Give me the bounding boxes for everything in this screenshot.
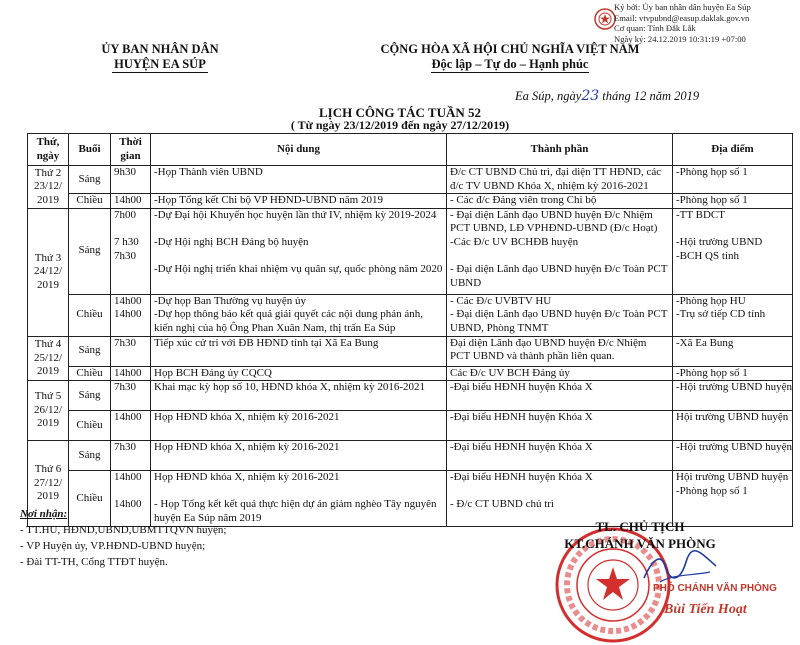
- issuing-agency: [60, 42, 260, 73]
- time-line: 7h30: [114, 249, 136, 262]
- participants-cell: [447, 411, 673, 441]
- place-cell: [673, 381, 793, 411]
- participants-cell: [447, 194, 673, 209]
- place-line: -Hội trường UBND huyện: [676, 441, 792, 454]
- time-cell: [111, 194, 151, 209]
- digital-signature-info: [614, 2, 751, 44]
- national-motto: [320, 42, 700, 73]
- place-line: -Hội trường UBND: [676, 235, 763, 248]
- content-line: Họp HĐND khóa X, nhiệm kỳ 2016-2021: [154, 441, 340, 454]
- session-cell: Sáng: [69, 336, 111, 366]
- content-line: [154, 222, 443, 236]
- content-line: Họp BCH Đảng ủy CQCQ: [154, 366, 272, 379]
- place-line: -Phòng họp số 1: [676, 366, 748, 379]
- place-line: Hội trường UBND huyện: [676, 411, 789, 424]
- recipient-line: - Đài TT-TH, Cổng TTĐT huyện.: [20, 556, 168, 568]
- participants-line: [450, 250, 669, 264]
- place-cell: [673, 336, 793, 366]
- signer-line-2: KT.CHÁNH VĂN PHÒNG: [564, 536, 716, 551]
- participants-line: [450, 485, 669, 499]
- col-header-content: Nội dung: [151, 134, 447, 166]
- time-cell: [111, 411, 151, 441]
- session-cell: Sáng: [69, 441, 111, 471]
- time-line: 7h30: [114, 441, 136, 454]
- content-line: -Dự Hội nghị BCH Đảng bộ huyện: [154, 235, 309, 248]
- recipient-line: - VP Huyện ủy, VP.HĐND-UBND huyện;: [20, 540, 206, 552]
- participants-cell: [447, 336, 673, 366]
- col-header-place: Địa điểm: [673, 134, 793, 166]
- content-cell: [151, 294, 447, 336]
- agency-line-1: ỦY BAN NHÂN DÂN: [101, 42, 219, 56]
- session-cell: Chiều: [69, 194, 111, 209]
- time-line: 14h00: [114, 308, 142, 321]
- content-cell: [151, 441, 447, 471]
- place-line: -Phòng họp số 1: [676, 194, 748, 207]
- place-cell: [673, 166, 793, 194]
- table-row: [28, 294, 793, 336]
- time-cell: [111, 381, 151, 411]
- content-line: -Dự Hội nghị triển khai nhiệm vụ quân sự, quốc phòng năm 2020: [154, 263, 443, 276]
- table-row: [28, 366, 793, 381]
- time-cell: [111, 336, 151, 366]
- content-cell: [151, 366, 447, 381]
- content-line: - Họp Tổng kết kết quả thực hiện dự án giảm nghèo Tây nguyên huyện Ea Súp năm 2019: [154, 498, 437, 524]
- nation-line-1: CỘNG HÒA XÃ HỘI CHỦ NGHĨA VIỆT NAM: [380, 42, 640, 56]
- participants-cell: [447, 366, 673, 381]
- session-cell: Chiều: [69, 294, 111, 336]
- content-cell: [151, 336, 447, 366]
- day-cell: Thứ 5 26/12/ 2019: [28, 381, 69, 441]
- table-row: [28, 194, 793, 209]
- participants-line: - Đ/c CT UBND chủ trì: [450, 498, 554, 511]
- place-line: -Phòng họp số 1: [676, 484, 748, 497]
- signer-line-1: TL. CHỦ TỊCH: [595, 519, 685, 534]
- participants-cell: [447, 294, 673, 336]
- participants-line: - Các Đ/c UVBTV HU: [450, 294, 552, 307]
- participants-line: -Các Đ/c UV BCHĐB huyện: [450, 235, 579, 248]
- participants-line: Đại diện Lãnh đạo UBND huyện Đ/c Nhiệm PCT UBND và thành phần liên quan.: [450, 336, 647, 363]
- place-line: -Hội trường UBND huyện: [676, 381, 792, 394]
- signed-by: Ký bởi: Ủy ban nhân dân huyện Ea Súp: [614, 2, 751, 12]
- table-row: [28, 441, 793, 471]
- place-cell: [673, 208, 793, 294]
- time-line: 7h00: [114, 208, 136, 221]
- content-line: -Dự Đại hội Khuyến học huyện lần thứ IV, nhiệm kỳ 2019-2024: [154, 208, 437, 221]
- session-cell: Sáng: [69, 166, 111, 194]
- content-cell: [151, 381, 447, 411]
- place-cell: [673, 366, 793, 381]
- digital-seal-icon: [594, 8, 616, 30]
- place-line: -BCH QS tỉnh: [676, 249, 739, 262]
- participants-line: Đ/c CT UBND Chủ trì, đại diện TT HĐND, các đ/c TV UBND Khóa X, nhiệm kỳ 2016-2021: [450, 166, 662, 192]
- participants-line: -Đại biểu HĐNH huyện Khóa X: [450, 471, 593, 484]
- time-cell: [111, 208, 151, 294]
- place-line: [676, 222, 789, 236]
- participants-line: - Đại diện Lãnh đạo UBND huyện Đ/c Nhiệm PCT UBND, LĐ VPHĐND-UBND (Đ/c Hoạt): [450, 208, 658, 235]
- content-line: Khai mạc kỳ họp số 10, HĐND khóa X, nhiệm kỳ 2016-2021: [154, 381, 425, 394]
- handwritten-signature: [640, 548, 720, 588]
- col-header-day: Thứ, ngày: [28, 134, 69, 166]
- date-line: [515, 88, 699, 104]
- place-line: -Trụ sở tiếp CD tỉnh: [676, 308, 766, 321]
- col-header-time: Thời gian: [111, 134, 151, 166]
- signer-block: [545, 518, 735, 552]
- time-line: 14h00: [114, 294, 142, 307]
- time-line: 7 h30: [114, 235, 139, 248]
- signed-at: Ngày ký: 24.12.2019 10:31:19 +07:00: [614, 33, 746, 44]
- place-cell: [673, 411, 793, 441]
- time-line: 7h30: [114, 381, 136, 394]
- time-line: 14h00: [114, 366, 142, 379]
- time-line: [114, 485, 147, 499]
- time-cell: [111, 441, 151, 471]
- recipients-title: Nơi nhận:: [20, 508, 68, 520]
- time-line: 9h30: [114, 166, 136, 178]
- participants-line: -Đại biểu HĐNH huyện Khóa X: [450, 441, 593, 454]
- time-line: 14h00: [114, 411, 142, 424]
- table-row: [28, 336, 793, 366]
- day-cell: Thứ 3 24/12/ 2019: [28, 208, 69, 336]
- day-cell: Thứ 2 23/12/ 2019: [28, 166, 69, 209]
- place-line: -Phòng họp HU: [676, 294, 746, 307]
- content-line: -Dự họp Ban Thường vụ huyện ủy: [154, 294, 306, 307]
- participants-line: - Các đ/c Đảng viên trong Chi bộ: [450, 194, 597, 207]
- signer-email: Email: vtvpubnd@easup.daklak.gov.vn: [614, 12, 750, 23]
- document-subtitle: ( Từ ngày 23/12/2019 đến ngày 27/12/2019): [290, 118, 510, 132]
- participants-line: Các Đ/c UV BCH Đảng ủy: [450, 366, 570, 379]
- signer-name: Bùi Tiến Hoạt: [664, 602, 747, 617]
- time-line: 7h30: [114, 336, 136, 349]
- participants-cell: [447, 166, 673, 194]
- recipients: [20, 507, 226, 569]
- session-cell: Chiều: [69, 411, 111, 441]
- time-cell: [111, 294, 151, 336]
- participants-line: - Đại diện Lãnh đạo UBND huyện Đ/c Toàn PCT UBND: [450, 263, 668, 289]
- day-cell: Thứ 6 27/12/ 2019: [28, 441, 69, 526]
- table-row: [28, 166, 793, 194]
- content-line: [154, 485, 443, 499]
- table-row: [28, 208, 793, 294]
- place-line: Hội trường UBND huyện: [676, 471, 789, 484]
- recipient-line: - TT.HU, HĐND,UBND,UBMTTQVN huyện;: [20, 524, 227, 536]
- content-cell: [151, 411, 447, 441]
- session-cell: Sáng: [69, 381, 111, 411]
- agency-line-2: HUYỆN EA SÚP: [114, 57, 206, 71]
- dateline-day: 23: [581, 88, 600, 104]
- content-cell: [151, 166, 447, 194]
- participants-cell: [447, 441, 673, 471]
- place-cell: [673, 194, 793, 209]
- place-line: -TT BDCT: [676, 208, 725, 221]
- participants-line: - Đại diện Lãnh đạo UBND huyện Đ/c Toàn PCT UBND, Phòng TNMT: [450, 308, 668, 334]
- table-row: [28, 411, 793, 441]
- table-header-row: [28, 134, 793, 166]
- col-header-session: Buổi: [69, 134, 111, 166]
- dateline-post: tháng 12 năm 2019: [599, 89, 700, 103]
- table-row: [28, 381, 793, 411]
- time-line: 14h00: [114, 471, 142, 484]
- content-line: Họp HĐND khóa X, nhiệm kỳ 2016-2021: [154, 471, 340, 484]
- signer-agency: Cơ quan: Tỉnh Đắk Lắk: [614, 23, 696, 34]
- content-line: -Họp Thành viên UBND: [154, 166, 263, 178]
- content-line: [154, 250, 443, 264]
- time-line: 14h00: [114, 194, 142, 207]
- day-cell: Thứ 4 25/12/ 2019: [28, 336, 69, 381]
- time-line: 14h00: [114, 498, 142, 511]
- place-line: -Xã Ea Bung: [676, 336, 734, 349]
- session-cell: Chiều: [69, 471, 111, 526]
- signer-title: PHÓ CHÁNH VĂN PHÒNG: [653, 583, 777, 594]
- schedule-table: [27, 133, 793, 527]
- content-line: -Dự họp thông báo kết quả giải quyết các nội dung phản ánh, kiến nghị của hộ Ông Phan Xuân Nam, thị trấn Ea Súp: [154, 308, 423, 334]
- place-cell: [673, 441, 793, 471]
- content-line: Tiếp xúc cử tri với ĐB HĐND tỉnh tại Xã Ea Bung: [154, 336, 379, 349]
- session-cell: Chiều: [69, 366, 111, 381]
- content-line: Họp HĐND khóa X, nhiệm kỳ 2016-2021: [154, 411, 340, 424]
- participants-cell: [447, 381, 673, 411]
- place-line: -Phòng họp số 1: [676, 166, 748, 178]
- time-cell: [111, 366, 151, 381]
- content-cell: [151, 194, 447, 209]
- time-cell: [111, 166, 151, 194]
- participants-line: -Đại biểu HĐNH huyện Khóa X: [450, 411, 593, 424]
- session-cell: Sáng: [69, 208, 111, 294]
- time-line: [114, 222, 147, 236]
- content-line: -Họp Tổng kết Chi bộ VP HĐND-UBND năm 2019: [154, 194, 383, 207]
- document-title: LỊCH CÔNG TÁC TUẦN 52: [318, 105, 482, 120]
- content-cell: [151, 208, 447, 294]
- place-cell: [673, 294, 793, 336]
- participants-line: -Đại biểu HĐNH huyện Khóa X: [450, 381, 593, 394]
- nation-line-2: Độc lập – Tự do – Hạnh phúc: [431, 57, 589, 71]
- participants-cell: [447, 208, 673, 294]
- col-header-participants: Thành phần: [447, 134, 673, 166]
- dateline-pre: Ea Súp, ngày: [515, 89, 582, 103]
